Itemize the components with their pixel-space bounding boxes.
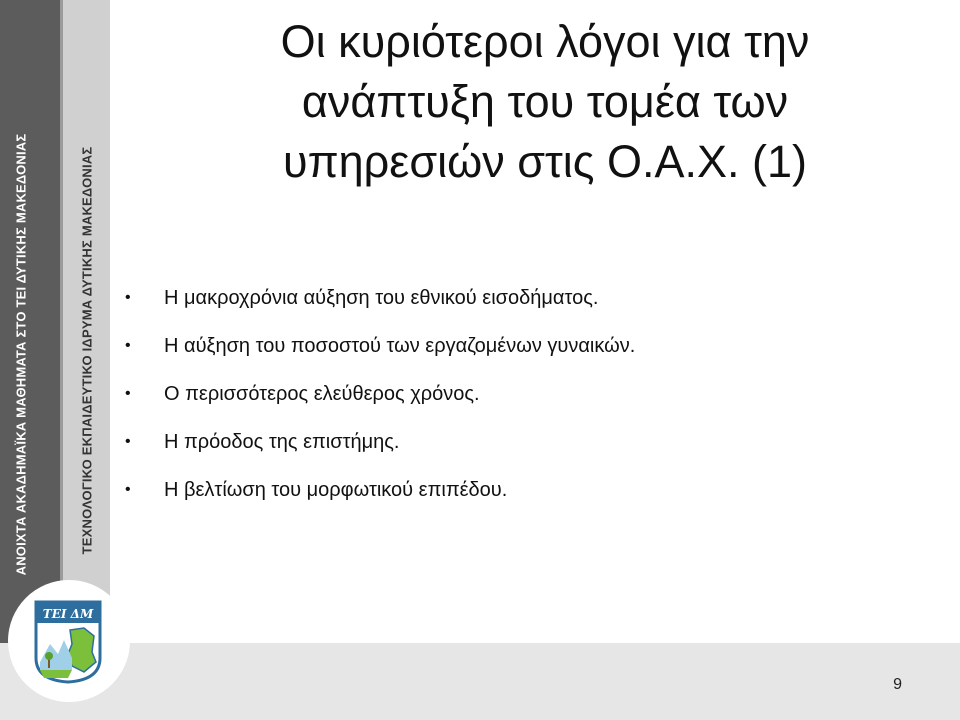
logo-text: ΤΕΙ ΔΜ	[42, 607, 94, 621]
slide-title	[150, 12, 940, 192]
bullet-item	[122, 424, 922, 472]
bullet-text: Η μακροχρόνια αύξηση του εθνικού εισοδήματος.	[164, 287, 599, 309]
bullet-item	[122, 376, 922, 424]
sidebar-outer-text: ΑΝΟΙΧΤΑ ΑΚΑΔΗΜΑΪΚΑ ΜΑΘΗΜΑΤΑ ΣΤΟ ΤΕΙ ΔΥΤΙΚΗΣ ΜΑΚΕΔΟΝΙΑΣ	[13, 133, 29, 575]
bullet-dot: •	[125, 337, 131, 354]
bullet-item	[122, 328, 922, 376]
bullet-text: Η αύξηση του ποσοστού των εργαζομένων γυναικών.	[164, 335, 636, 357]
title-line: Οι κυριότεροι λόγοι για την	[280, 16, 810, 67]
title-line: υπηρεσιών στις Ο.Α.Χ. (1)	[282, 136, 808, 187]
sidebar-inner-text: ΤΕΧΝΟΛΟΓΙΚΟ ΕΚΠΑΙΔΕΥΤΙΚΟ ΙΔΡΥΜΑ ΔΥΤΙΚΗΣ ΜΑΚΕΔΟΝΙΑΣ	[79, 146, 95, 554]
footer-strip	[0, 643, 960, 720]
bullet-item	[122, 280, 922, 328]
bullet-dot: •	[125, 433, 131, 450]
title-line: ανάπτυξη του τομέα των	[301, 76, 789, 127]
page-number: 9	[893, 676, 902, 693]
bullet-text: Η πρόοδος της επιστήμης.	[164, 431, 400, 453]
bullet-text: Η βελτίωση του μορφωτικού επιπέδου.	[164, 479, 508, 501]
bullet-dot: •	[125, 481, 131, 498]
bullet-text: Ο περισσότερος ελεύθερος χρόνος.	[164, 383, 480, 405]
bullet-dot: •	[125, 289, 131, 306]
tei-logo	[34, 600, 102, 684]
bullet-dot: •	[125, 385, 131, 402]
bullet-list	[122, 280, 922, 520]
bullet-item	[122, 472, 922, 520]
